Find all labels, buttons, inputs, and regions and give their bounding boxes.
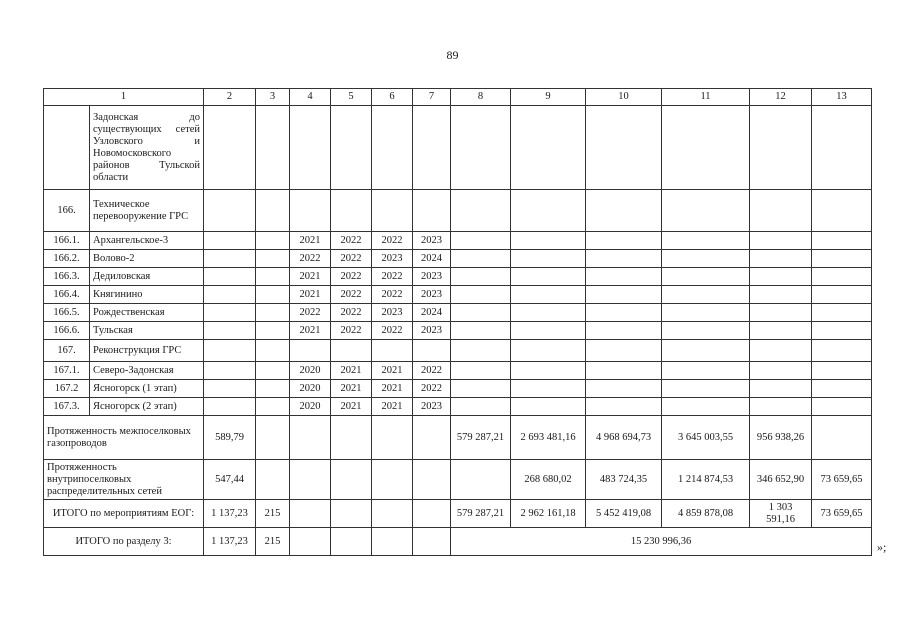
table-cell bbox=[451, 398, 511, 416]
table-cell bbox=[750, 304, 812, 322]
table-cell bbox=[290, 416, 331, 460]
year-cell: 2024 bbox=[413, 304, 451, 322]
intro-text: Задонская до существующих сетей Узловского и Новомосковского районов Тульской области bbox=[90, 106, 204, 190]
value-cell: 547,44 bbox=[204, 460, 256, 500]
table-cell bbox=[662, 380, 750, 398]
year-cell: 2022 bbox=[331, 250, 372, 268]
summary-label: Протяженность внутрипоселковых распределительных сетей bbox=[44, 460, 204, 500]
year-cell: 2022 bbox=[331, 232, 372, 250]
header-cell: 6 bbox=[372, 89, 413, 106]
table-cell bbox=[451, 304, 511, 322]
table-cell bbox=[662, 322, 750, 340]
year-cell: 2022 bbox=[331, 286, 372, 304]
table-cell bbox=[256, 340, 290, 362]
year-cell: 2021 bbox=[290, 232, 331, 250]
table-cell bbox=[372, 416, 413, 460]
header-cell: 11 bbox=[662, 89, 750, 106]
value-cell: 1 214 874,53 bbox=[662, 460, 750, 500]
item-name: Архангельское-3 bbox=[90, 232, 204, 250]
table-cell bbox=[451, 380, 511, 398]
header-cell: 1 bbox=[44, 89, 204, 106]
data-table bbox=[43, 88, 872, 556]
table-row bbox=[44, 304, 872, 322]
table-row bbox=[44, 380, 872, 398]
item-name: Северо-Задонская bbox=[90, 362, 204, 380]
table-cell bbox=[256, 232, 290, 250]
year-cell: 2021 bbox=[372, 380, 413, 398]
table-cell bbox=[204, 380, 256, 398]
table-cell bbox=[451, 268, 511, 286]
header-cell: 12 bbox=[750, 89, 812, 106]
item-number: 166.1. bbox=[44, 232, 90, 250]
table-cell bbox=[586, 304, 662, 322]
table-row bbox=[44, 362, 872, 380]
table-cell bbox=[204, 322, 256, 340]
value-cell: 73 659,65 bbox=[812, 500, 872, 528]
value-cell: 3 645 003,55 bbox=[662, 416, 750, 460]
item-number: 167.1. bbox=[44, 362, 90, 380]
year-cell: 2022 bbox=[413, 362, 451, 380]
table-cell bbox=[331, 340, 372, 362]
table-cell bbox=[812, 304, 872, 322]
table-cell bbox=[256, 398, 290, 416]
section-number: 167. bbox=[44, 340, 90, 362]
value-cell: 215 bbox=[256, 500, 290, 528]
table-cell bbox=[256, 250, 290, 268]
item-number: 166.6. bbox=[44, 322, 90, 340]
item-number: 166.5. bbox=[44, 304, 90, 322]
table-cell bbox=[812, 232, 872, 250]
table-cell bbox=[750, 268, 812, 286]
year-cell: 2023 bbox=[413, 232, 451, 250]
summary-row-itogo_eog bbox=[44, 500, 872, 528]
item-name: Дедиловская bbox=[90, 268, 204, 286]
value-cell bbox=[256, 416, 290, 460]
table-cell bbox=[662, 398, 750, 416]
value-cell bbox=[256, 460, 290, 500]
table-cell bbox=[290, 528, 331, 556]
table-cell bbox=[586, 380, 662, 398]
value-cell bbox=[451, 460, 511, 500]
year-cell: 2021 bbox=[331, 362, 372, 380]
summary-label: Протяженность межпоселковых газопроводов bbox=[44, 416, 204, 460]
item-number: 167.3. bbox=[44, 398, 90, 416]
header-cell: 3 bbox=[256, 89, 290, 106]
table-cell bbox=[256, 268, 290, 286]
table-cell bbox=[586, 362, 662, 380]
table-cell bbox=[511, 362, 586, 380]
table-row bbox=[44, 268, 872, 286]
table-cell bbox=[256, 286, 290, 304]
table-cell bbox=[750, 340, 812, 362]
table-cell bbox=[256, 304, 290, 322]
year-cell: 2023 bbox=[372, 304, 413, 322]
table-cell bbox=[256, 322, 290, 340]
value-cell: 589,79 bbox=[204, 416, 256, 460]
item-name: Рождественская bbox=[90, 304, 204, 322]
table-cell bbox=[372, 500, 413, 528]
table-cell bbox=[586, 268, 662, 286]
year-cell: 2021 bbox=[290, 286, 331, 304]
year-cell: 2024 bbox=[413, 250, 451, 268]
year-cell: 2020 bbox=[290, 398, 331, 416]
table-cell bbox=[451, 340, 511, 362]
year-cell: 2023 bbox=[413, 322, 451, 340]
table-cell bbox=[451, 322, 511, 340]
header-cell: 13 bbox=[812, 89, 872, 106]
year-cell: 2021 bbox=[331, 380, 372, 398]
table-cell bbox=[290, 500, 331, 528]
value-cell: 346 652,90 bbox=[750, 460, 812, 500]
table-cell bbox=[662, 250, 750, 268]
table-cell bbox=[586, 398, 662, 416]
section-row-166 bbox=[44, 190, 872, 232]
value-cell: 1 137,23 bbox=[204, 528, 256, 556]
year-cell: 2021 bbox=[372, 398, 413, 416]
summary-label: ИТОГО по мероприятиям ЕОГ: bbox=[44, 500, 204, 528]
item-name: Ясногорск (1 этап) bbox=[90, 380, 204, 398]
table-cell bbox=[812, 250, 872, 268]
table-cell bbox=[511, 286, 586, 304]
table-cell bbox=[256, 362, 290, 380]
table-cell bbox=[511, 268, 586, 286]
table-cell bbox=[812, 380, 872, 398]
header-cell: 2 bbox=[204, 89, 256, 106]
table-cell bbox=[413, 528, 451, 556]
value-cell: 483 724,35 bbox=[586, 460, 662, 500]
year-cell: 2023 bbox=[372, 250, 413, 268]
table-cell bbox=[204, 232, 256, 250]
table-cell bbox=[586, 250, 662, 268]
item-name: Тульская bbox=[90, 322, 204, 340]
year-cell: 2022 bbox=[290, 304, 331, 322]
value-cell: 2 693 481,16 bbox=[511, 416, 586, 460]
header-cell: 4 bbox=[290, 89, 331, 106]
year-cell: 2023 bbox=[413, 286, 451, 304]
year-cell: 2022 bbox=[413, 380, 451, 398]
table-cell bbox=[331, 460, 372, 500]
table-cell bbox=[812, 398, 872, 416]
section-row-167 bbox=[44, 340, 872, 362]
table-cell bbox=[750, 362, 812, 380]
table-row bbox=[44, 286, 872, 304]
value-cell: 579 287,21 bbox=[451, 416, 511, 460]
year-cell: 2022 bbox=[331, 268, 372, 286]
table-cell bbox=[750, 322, 812, 340]
year-cell: 2021 bbox=[372, 362, 413, 380]
section-number: 166. bbox=[44, 190, 90, 232]
value-cell: 1 303 591,16 bbox=[750, 500, 812, 528]
year-cell: 2022 bbox=[372, 268, 413, 286]
table-cell bbox=[290, 340, 331, 362]
table-cell bbox=[812, 286, 872, 304]
table-cell bbox=[812, 340, 872, 362]
value-cell: 73 659,65 bbox=[812, 460, 872, 500]
item-name: Княгинино bbox=[90, 286, 204, 304]
year-cell: 2021 bbox=[290, 322, 331, 340]
table-cell bbox=[331, 528, 372, 556]
table-cell bbox=[331, 416, 372, 460]
year-cell: 2022 bbox=[331, 322, 372, 340]
item-number: 166.4. bbox=[44, 286, 90, 304]
header-cell: 9 bbox=[511, 89, 586, 106]
year-cell: 2022 bbox=[331, 304, 372, 322]
table-cell bbox=[586, 340, 662, 362]
table-cell bbox=[662, 362, 750, 380]
value-cell: 215 bbox=[256, 528, 290, 556]
header-cell: 8 bbox=[451, 89, 511, 106]
value-cell: 1 137,23 bbox=[204, 500, 256, 528]
year-cell: 2022 bbox=[290, 250, 331, 268]
table-cell bbox=[662, 268, 750, 286]
table-cell bbox=[372, 340, 413, 362]
table-cell bbox=[451, 250, 511, 268]
table-cell bbox=[204, 250, 256, 268]
year-cell: 2020 bbox=[290, 380, 331, 398]
table-cell bbox=[511, 340, 586, 362]
table-row bbox=[44, 232, 872, 250]
header-cell: 7 bbox=[413, 89, 451, 106]
table-cell bbox=[586, 286, 662, 304]
value-cell: 5 452 419,08 bbox=[586, 500, 662, 528]
table-cell bbox=[204, 304, 256, 322]
table-cell bbox=[413, 500, 451, 528]
item-number: 166.2. bbox=[44, 250, 90, 268]
summary-row-mezh bbox=[44, 416, 872, 460]
table-cell bbox=[586, 322, 662, 340]
item-number: 167.2 bbox=[44, 380, 90, 398]
table-cell bbox=[372, 460, 413, 500]
table-row bbox=[44, 250, 872, 268]
value-cell: 268 680,02 bbox=[511, 460, 586, 500]
trailing-mark: »; bbox=[877, 540, 887, 554]
table-cell bbox=[204, 268, 256, 286]
table-cell bbox=[662, 286, 750, 304]
year-cell: 2021 bbox=[331, 398, 372, 416]
item-number: 166.3. bbox=[44, 268, 90, 286]
table-cell bbox=[511, 322, 586, 340]
grand-total: 15 230 996,36 bbox=[451, 528, 872, 556]
table-cell bbox=[290, 460, 331, 500]
section-name: Техническое перевооружение ГРС bbox=[90, 190, 204, 232]
section-name: Реконструкция ГРС bbox=[90, 340, 204, 362]
summary-label: ИТОГО по разделу 3: bbox=[44, 528, 204, 556]
table-cell bbox=[451, 286, 511, 304]
table-cell bbox=[586, 232, 662, 250]
value-cell: 4 859 878,08 bbox=[662, 500, 750, 528]
table-cell bbox=[662, 232, 750, 250]
table-cell bbox=[413, 416, 451, 460]
value-cell: 956 938,26 bbox=[750, 416, 812, 460]
header-cell: 5 bbox=[331, 89, 372, 106]
table-cell bbox=[451, 362, 511, 380]
table-cell bbox=[256, 380, 290, 398]
table-cell bbox=[750, 398, 812, 416]
year-cell: 2022 bbox=[372, 286, 413, 304]
table-cell bbox=[511, 304, 586, 322]
table-cell bbox=[511, 250, 586, 268]
value-cell bbox=[812, 416, 872, 460]
table-row bbox=[44, 322, 872, 340]
item-name: Волово-2 bbox=[90, 250, 204, 268]
table-cell bbox=[750, 232, 812, 250]
year-cell: 2022 bbox=[372, 232, 413, 250]
page-number: 89 bbox=[446, 48, 459, 62]
summary-row-vnutri bbox=[44, 460, 872, 500]
table-cell bbox=[204, 340, 256, 362]
summary-row-itogo-razdel bbox=[44, 528, 872, 556]
table-cell bbox=[812, 268, 872, 286]
table-cell bbox=[812, 322, 872, 340]
table-cell bbox=[750, 250, 812, 268]
table-row bbox=[44, 398, 872, 416]
header-row bbox=[44, 89, 872, 106]
table-cell bbox=[812, 362, 872, 380]
table-cell bbox=[413, 340, 451, 362]
table-cell bbox=[204, 398, 256, 416]
table-cell bbox=[511, 398, 586, 416]
value-cell: 4 968 694,73 bbox=[586, 416, 662, 460]
table-cell bbox=[204, 286, 256, 304]
year-cell: 2023 bbox=[413, 398, 451, 416]
table-cell bbox=[511, 380, 586, 398]
table-cell bbox=[372, 528, 413, 556]
value-cell: 579 287,21 bbox=[451, 500, 511, 528]
item-name: Ясногорск (2 этап) bbox=[90, 398, 204, 416]
table-cell bbox=[750, 380, 812, 398]
year-cell: 2023 bbox=[413, 268, 451, 286]
year-cell: 2022 bbox=[372, 322, 413, 340]
table-cell bbox=[511, 232, 586, 250]
intro-row bbox=[44, 106, 872, 190]
table-cell bbox=[331, 500, 372, 528]
table-cell bbox=[662, 340, 750, 362]
header-cell: 10 bbox=[586, 89, 662, 106]
table-cell bbox=[204, 362, 256, 380]
year-cell: 2020 bbox=[290, 362, 331, 380]
year-cell: 2021 bbox=[290, 268, 331, 286]
table-cell bbox=[413, 460, 451, 500]
value-cell: 2 962 161,18 bbox=[511, 500, 586, 528]
table-cell bbox=[451, 232, 511, 250]
table-cell bbox=[750, 286, 812, 304]
table-cell bbox=[662, 304, 750, 322]
